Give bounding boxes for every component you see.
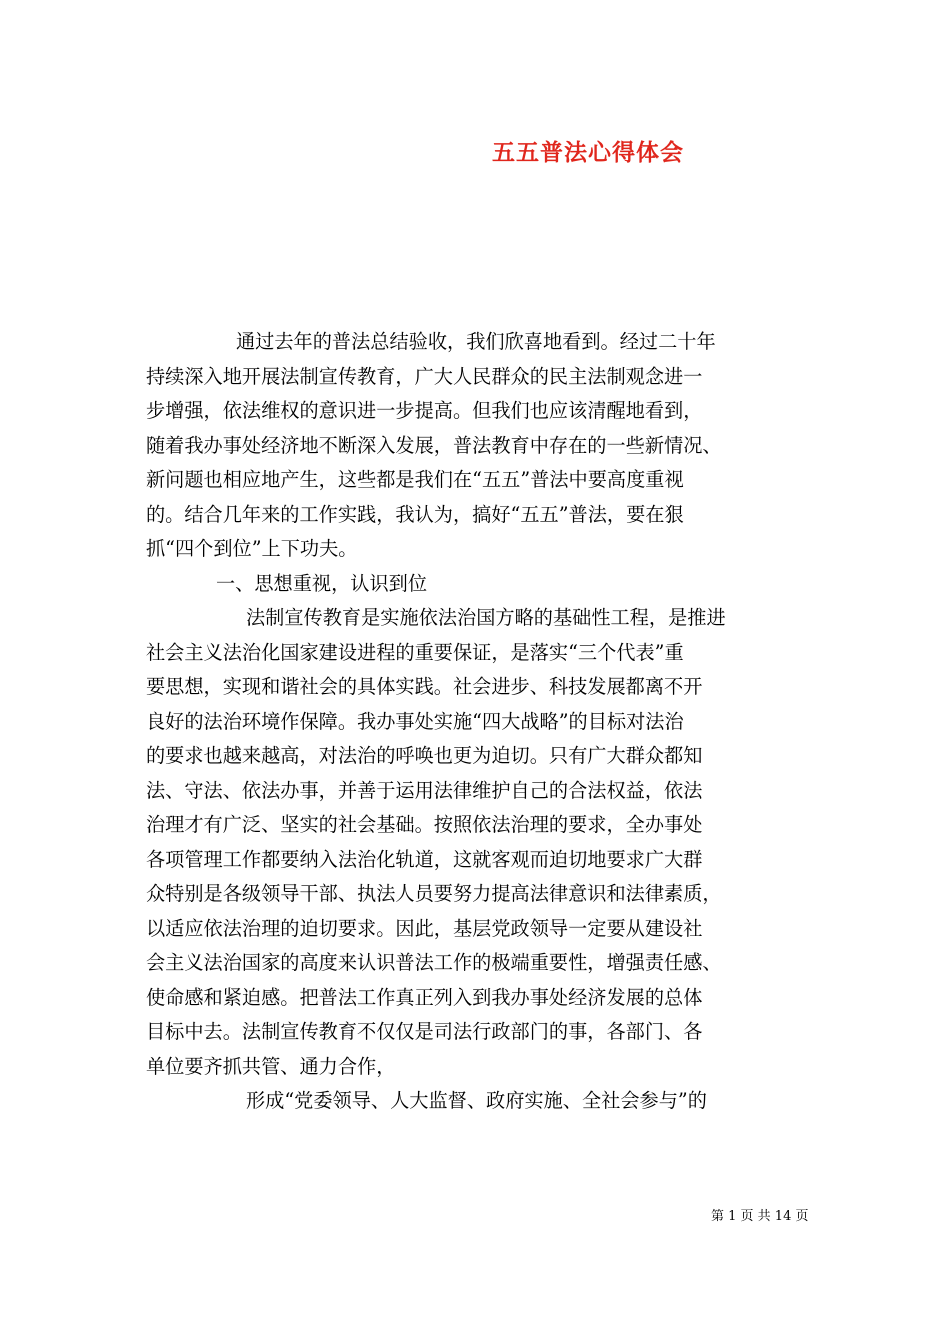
document-body: [146, 325, 806, 1119]
text-line: 通过去年的普法总结验收，我们欣喜地看到。经过二十年: [236, 330, 716, 353]
text-line: 良好的法治环境作保障。我办事处实施“四大战略”的目标对法治: [146, 709, 684, 733]
text-line: 社会主义法治化国家建设进程的重要保证，是落实“三个代表”重: [146, 640, 684, 664]
page-number-footer: 第 1 页 共 14 页: [711, 1209, 809, 1224]
text-line: 法制宣传教育是实施依法治国方略的基础性工程，是推进: [246, 606, 726, 629]
text-line: 目标中去。法制宣传教育不仅仅是司法行政部门的事，各部门、各: [146, 1020, 703, 1043]
text-line: 一、思想重视，认识到位: [216, 571, 428, 595]
text-line: 新问题也相应地产生，这些都是我们在“五五”普法中要高度重视: [146, 468, 684, 491]
text-line: 众特别是各级领导干部、执法人员要努力提高法律意识和法律素质，: [146, 882, 722, 905]
text-line: 单位要齐抓共管、通力合作，: [146, 1054, 396, 1078]
text-line: 使命感和紧迫感。把普法工作真正列入到我办事处经济发展的总体: [146, 985, 703, 1009]
text-line: 要思想，实现和谐社会的具体实践。社会进步、科技发展都离不开: [146, 675, 703, 698]
text-line: 步增强，依法维权的意识进一步提高。但我们也应该清醒地看到，: [146, 399, 703, 422]
text-line: 持续深入地开展法制宣传教育，广大人民群众的民主法制观念进一: [146, 364, 703, 388]
text-line: 抓“四个到位”上下功夫。: [146, 537, 358, 560]
text-line: 随着我办事处经济地不断深入发展，普法教育中存在的一些新情况、: [146, 433, 722, 457]
text-line: 会主义法治国家的高度来认识普法工作的极端重要性，增强责任感、: [146, 951, 722, 974]
text-line: 治理才有广泛、坚实的社会基础。按照依法治理的要求，全办事处: [146, 813, 703, 836]
document-title: 五五普法心得体会: [492, 139, 684, 166]
text-line: 法、守法、依法办事，并善于运用法律维护自己的合法权益，依法: [146, 778, 703, 802]
text-line: 的。结合几年来的工作实践，我认为，搞好“五五”普法，要在狠: [146, 502, 684, 526]
text-line: 以适应依法治理的迫切要求。因此，基层党政领导一定要从建设社: [146, 916, 703, 940]
text-line: 各项管理工作都要纳入法治化轨道，这就客观而迫切地要求广大群: [146, 847, 703, 871]
text-line: 形成“党委领导、人大监督、政府实施、全社会参与”的: [246, 1089, 707, 1112]
text-line: 的要求也越来越高，对法治的呼唤也更为迫切。只有广大群众都知: [146, 744, 703, 767]
